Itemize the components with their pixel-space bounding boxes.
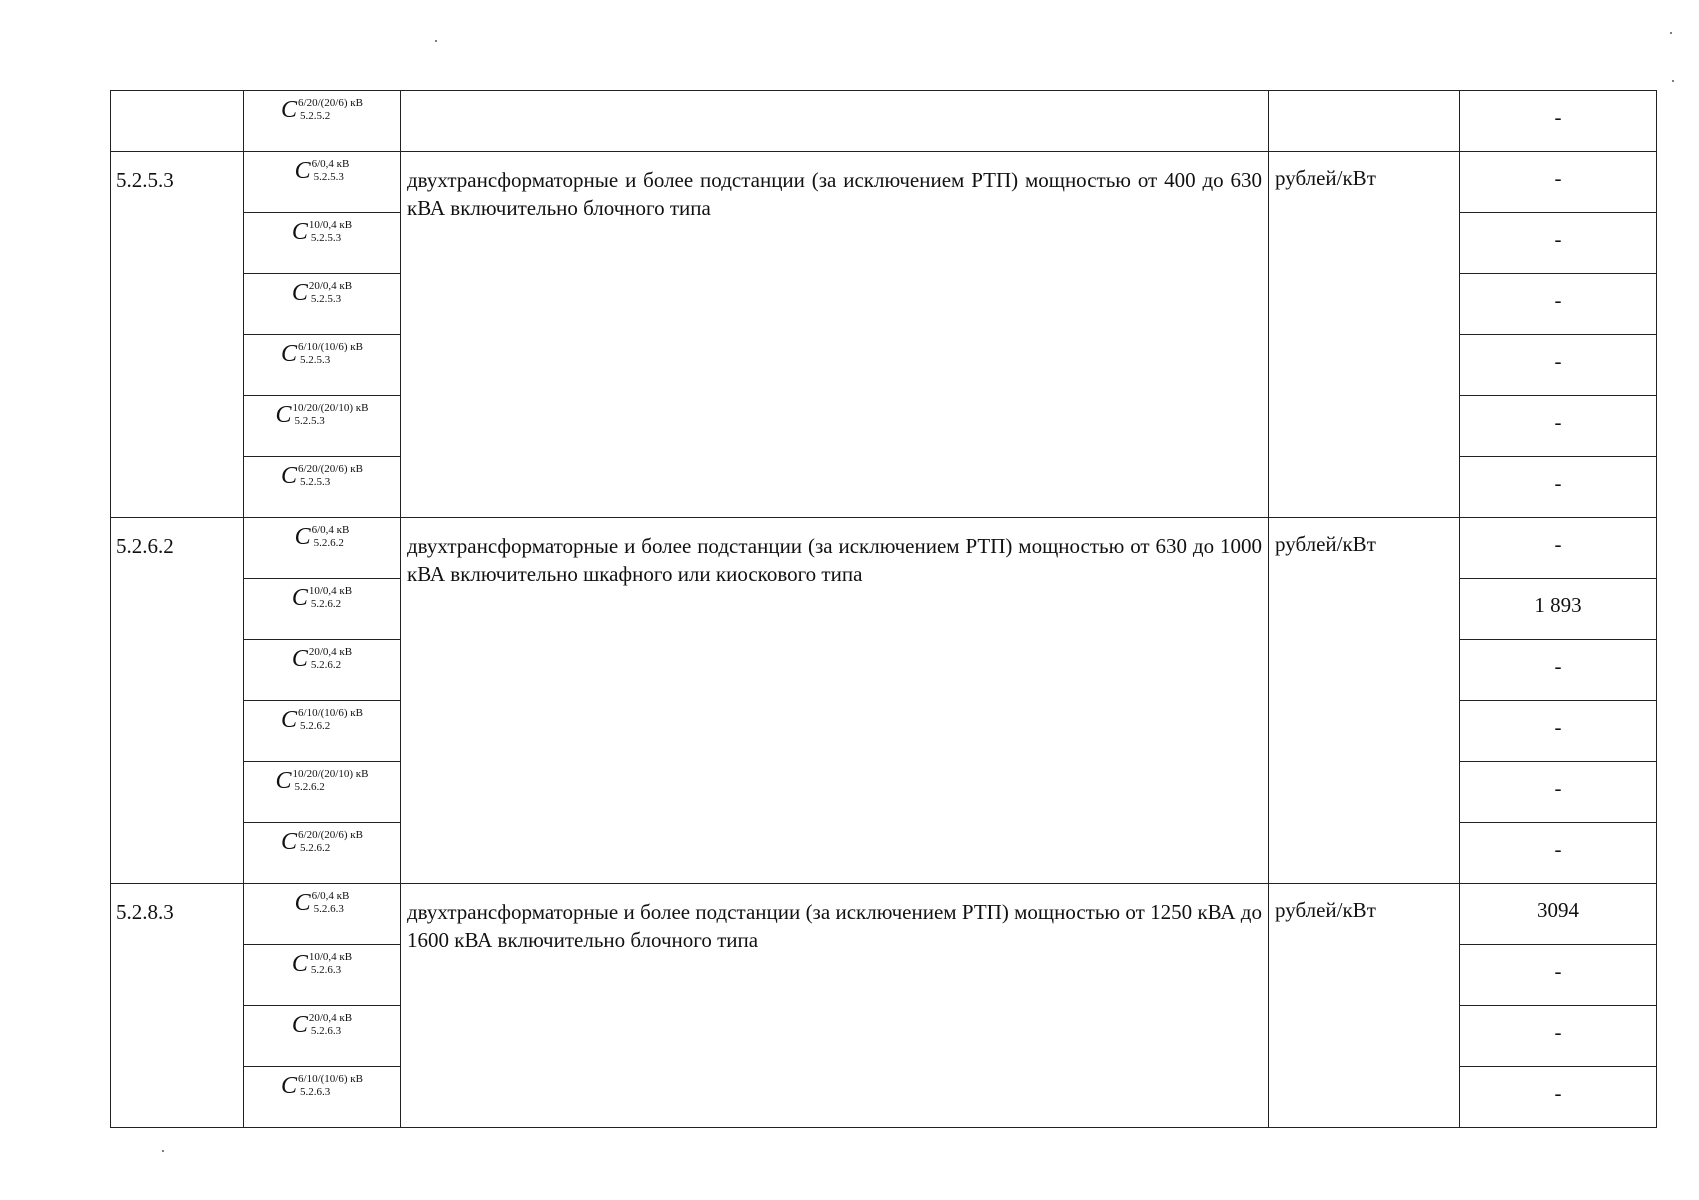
rate-symbol-letter: C — [281, 707, 298, 733]
rate-symbol-letter: C — [281, 463, 298, 489]
rate-symbol-superscript: 6/10/(10/6) кВ — [298, 1073, 363, 1085]
rate-symbol-cell — [244, 1006, 401, 1067]
rate-symbol-letter: C — [291, 219, 308, 245]
scan-speck — [1672, 80, 1674, 82]
rate-symbol-indices — [309, 585, 352, 611]
rate-symbol-letter: C — [275, 402, 292, 428]
rate-symbol-subscript: 5.2.6.2 — [294, 781, 325, 793]
rate-symbol — [292, 585, 352, 611]
rate-symbol-subscript: 5.2.6.2 — [300, 842, 331, 854]
rate-symbol-superscript: 10/0,4 кВ — [308, 585, 353, 597]
rate-value: 3094 — [1460, 884, 1657, 945]
rate-symbol-superscript: 6/0,4 кВ — [311, 158, 350, 170]
rate-symbol-superscript: 6/10/(10/6) кВ — [298, 707, 363, 719]
rate-symbol-subscript: 5.2.6.3 — [313, 903, 344, 915]
rate-symbol-indices — [298, 463, 363, 489]
rate-symbol — [276, 768, 369, 794]
rate-symbol — [281, 463, 363, 489]
rate-symbol-subscript: 5.2.5.2 — [300, 110, 331, 122]
item-unit: рублей/кВт — [1269, 152, 1460, 518]
item-description: двухтрансформаторные и более подстанции (за исключением РТП) мощностью от 630 до 1000 кВА включительно шкафного или киоскового типа — [401, 518, 1269, 884]
tariff-table-body — [111, 91, 1657, 1128]
item-unit: рублей/кВт — [1269, 884, 1460, 1128]
item-code — [111, 91, 244, 152]
rate-symbol — [295, 890, 350, 916]
rate-symbol-subscript: 5.2.5.3 — [294, 415, 325, 427]
rate-value: - — [1460, 518, 1657, 579]
rate-symbol — [281, 829, 363, 855]
table-row — [111, 884, 1657, 945]
item-description: двухтрансформаторные и более подстанции (за исключением РТП) мощностью от 400 до 630 кВА включительно блочного типа — [401, 152, 1269, 518]
scan-speck — [435, 40, 437, 42]
rate-symbol-subscript: 5.2.5.3 — [310, 232, 342, 244]
rate-symbol-cell — [244, 1067, 401, 1128]
rate-symbol-cell — [244, 152, 401, 213]
rate-symbol-cell — [244, 335, 401, 396]
rate-symbol-indices — [309, 219, 352, 245]
rate-value: - — [1460, 396, 1657, 457]
rate-symbol-superscript: 10/0,4 кВ — [308, 219, 353, 231]
item-description: двухтрансформаторные и более подстанции (за исключением РТП) мощностью от 1250 кВА до 1600 кВА включительно блочного типа — [401, 884, 1269, 1128]
rate-symbol-superscript: 6/0,4 кВ — [311, 890, 350, 902]
scan-speck — [162, 1150, 164, 1152]
rate-symbol-letter: C — [291, 280, 308, 306]
rate-symbol — [281, 1073, 363, 1099]
rate-value: - — [1460, 762, 1657, 823]
rate-symbol — [292, 951, 352, 977]
rate-symbol — [292, 280, 352, 306]
rate-symbol-letter: C — [294, 890, 311, 916]
rate-value: - — [1460, 1006, 1657, 1067]
rate-symbol-subscript: 5.2.6.2 — [313, 537, 344, 549]
rate-symbol-subscript: 5.2.5.3 — [300, 354, 331, 366]
rate-symbol-indices — [312, 158, 350, 184]
rate-symbol-superscript: 6/20/(20/6) кВ — [298, 97, 363, 109]
rate-symbol-superscript: 6/0,4 кВ — [311, 524, 350, 536]
rate-symbol — [295, 524, 350, 550]
item-description — [401, 91, 1269, 152]
scan-speck — [1670, 32, 1672, 34]
rate-value: 1 893 — [1460, 579, 1657, 640]
rate-symbol-cell — [244, 762, 401, 823]
rate-symbol-cell — [244, 884, 401, 945]
rate-value: - — [1460, 335, 1657, 396]
rate-symbol-superscript: 6/20/(20/6) кВ — [298, 829, 363, 841]
rate-symbol-indices — [298, 1073, 363, 1099]
rate-symbol-subscript: 5.2.6.2 — [310, 598, 342, 610]
rate-symbol-indices — [293, 402, 369, 428]
rate-symbol — [292, 646, 352, 672]
table-row — [111, 152, 1657, 213]
rate-symbol — [292, 1012, 352, 1038]
rate-symbol-cell — [244, 518, 401, 579]
rate-symbol — [292, 219, 352, 245]
rate-symbol-cell — [244, 274, 401, 335]
item-code: 5.2.5.3 — [111, 152, 244, 518]
rate-symbol-superscript: 20/0,4 кВ — [308, 280, 353, 292]
rate-symbol-superscript: 10/20/(20/10) кВ — [292, 768, 369, 780]
rate-symbol-letter: C — [291, 951, 308, 977]
rate-symbol-cell — [244, 823, 401, 884]
rate-symbol-subscript: 5.2.6.2 — [310, 659, 342, 671]
rate-symbol-letter: C — [281, 97, 298, 123]
rate-symbol-indices — [309, 1012, 352, 1038]
rate-symbol-indices — [312, 524, 350, 550]
rate-symbol-indices — [312, 890, 350, 916]
table-row — [111, 518, 1657, 579]
rate-symbol-cell — [244, 640, 401, 701]
rate-symbol-letter: C — [281, 829, 298, 855]
rate-symbol-cell — [244, 213, 401, 274]
rate-symbol — [281, 707, 363, 733]
rate-symbol-indices — [298, 829, 363, 855]
rate-symbol-letter: C — [281, 1073, 298, 1099]
rate-symbol-superscript: 20/0,4 кВ — [308, 1012, 353, 1024]
rate-symbol — [281, 341, 363, 367]
rate-value: - — [1460, 274, 1657, 335]
rate-value: - — [1460, 945, 1657, 1006]
rate-symbol-indices — [298, 707, 363, 733]
rate-symbol-indices — [293, 768, 369, 794]
rate-symbol-subscript: 5.2.6.2 — [300, 720, 331, 732]
rate-symbol-superscript: 20/0,4 кВ — [308, 646, 353, 658]
rate-symbol-cell — [244, 457, 401, 518]
rate-symbol-cell — [244, 945, 401, 1006]
item-unit — [1269, 91, 1460, 152]
rate-value: - — [1460, 91, 1657, 152]
rate-symbol-superscript: 10/0,4 кВ — [308, 951, 353, 963]
rate-symbol-superscript: 10/20/(20/10) кВ — [292, 402, 369, 414]
rate-symbol-indices — [309, 280, 352, 306]
rate-symbol-subscript: 5.2.5.3 — [300, 476, 331, 488]
rate-symbol-superscript: 6/20/(20/6) кВ — [298, 463, 363, 475]
rate-symbol-letter: C — [294, 524, 311, 550]
rate-symbol-letter: C — [294, 158, 311, 184]
item-unit: рублей/кВт — [1269, 518, 1460, 884]
rate-symbol-letter: C — [275, 768, 292, 794]
rate-value: - — [1460, 701, 1657, 762]
rate-symbol — [276, 402, 369, 428]
table-row — [111, 91, 1657, 152]
rate-value: - — [1460, 823, 1657, 884]
tariff-table — [110, 90, 1657, 1128]
rate-symbol-cell — [244, 91, 401, 152]
rate-symbol-letter: C — [291, 585, 308, 611]
rate-symbol-subscript: 5.2.5.3 — [310, 293, 342, 305]
rate-symbol-cell — [244, 579, 401, 640]
rate-symbol-indices — [309, 951, 352, 977]
rate-symbol-subscript: 5.2.5.3 — [313, 171, 344, 183]
rate-symbol-indices — [298, 341, 363, 367]
rate-symbol-letter: C — [291, 1012, 308, 1038]
rate-symbol-subscript: 5.2.6.3 — [300, 1086, 331, 1098]
item-code: 5.2.8.3 — [111, 884, 244, 1128]
rate-value: - — [1460, 457, 1657, 518]
rate-symbol-letter: C — [281, 341, 298, 367]
rate-symbol — [281, 97, 363, 123]
rate-value: - — [1460, 640, 1657, 701]
rate-symbol — [295, 158, 350, 184]
rate-value: - — [1460, 1067, 1657, 1128]
rate-value: - — [1460, 152, 1657, 213]
rate-symbol-subscript: 5.2.6.3 — [310, 1025, 342, 1037]
rate-symbol-cell — [244, 701, 401, 762]
rate-symbol-indices — [309, 646, 352, 672]
rate-symbol-subscript: 5.2.6.3 — [310, 964, 342, 976]
rate-symbol-cell — [244, 396, 401, 457]
rate-symbol-superscript: 6/10/(10/6) кВ — [298, 341, 363, 353]
rate-symbol-indices — [298, 97, 363, 123]
item-code: 5.2.6.2 — [111, 518, 244, 884]
rate-symbol-letter: C — [291, 646, 308, 672]
rate-value: - — [1460, 213, 1657, 274]
